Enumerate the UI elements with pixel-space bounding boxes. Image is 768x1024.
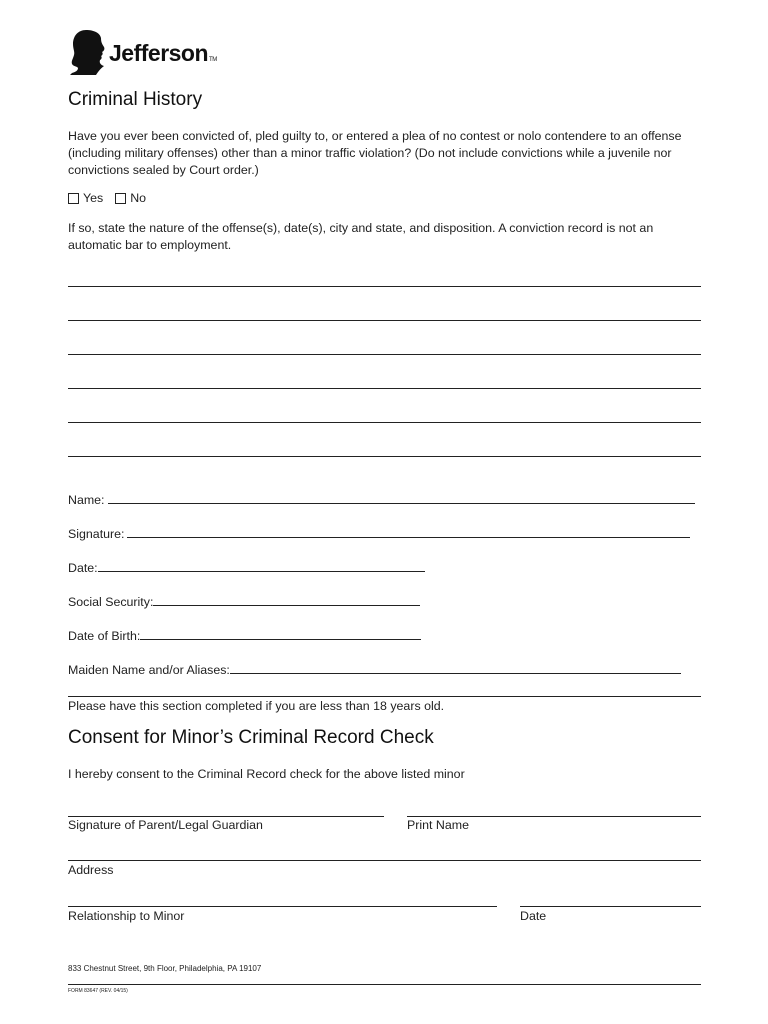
ssn-line[interactable]: [153, 604, 420, 606]
dob-field[interactable]: [68, 629, 421, 643]
ssn-label: Social Security:: [68, 595, 154, 609]
offense-line[interactable]: [68, 456, 701, 457]
print-name-label: Print Name: [407, 818, 469, 832]
date-line[interactable]: [98, 570, 425, 572]
section-title-criminal-history: Criminal History: [68, 89, 203, 110]
offense-line[interactable]: [68, 354, 701, 355]
section-title-consent: Consent for Minor’s Criminal Record Check: [68, 727, 434, 748]
signature-line[interactable]: [127, 536, 690, 538]
consent-statement: I hereby consent to the Criminal Record check for the above listed minor: [68, 767, 465, 781]
minor-note: Please have this section completed if you are less than 18 years old.: [68, 699, 445, 713]
name-label: Name:: [68, 493, 105, 507]
offense-instructions: If so, state the nature of the offense(s), date(s), city and state, and disposition. A conviction record is not an automatic bar to employment.: [68, 221, 654, 252]
date-field[interactable]: [68, 561, 425, 575]
guardian-signature-line[interactable]: [68, 816, 384, 817]
conviction-question: Have you ever been convicted of, pled guilty to, or entered a plea of no contest or nolo contendere to an offense (including military offenses) other than a minor traffic violation? (Do not include convictions while a juvenile nor convictions sealed by Court order.): [68, 129, 682, 177]
signature-label: Signature:: [68, 527, 125, 541]
dob-label: Date of Birth:: [68, 629, 141, 643]
maiden-name-line[interactable]: [230, 672, 681, 674]
no-option[interactable]: [115, 190, 146, 207]
consent-date-line[interactable]: [520, 906, 701, 907]
maiden-name-extra-line[interactable]: [68, 696, 701, 697]
footer-address: 833 Chestnut Street, 9th Floor, Philadelphia, PA 19107: [68, 964, 262, 973]
address-line[interactable]: [68, 860, 701, 861]
maiden-name-label: Maiden Name and/or Aliases:: [68, 663, 230, 677]
relationship-line[interactable]: [68, 906, 497, 907]
yes-checkbox[interactable]: [68, 193, 79, 204]
offense-line[interactable]: [68, 388, 701, 389]
signature-field[interactable]: [68, 527, 690, 541]
no-label: No: [130, 191, 147, 205]
consent-date-label: Date: [520, 909, 547, 923]
offense-line[interactable]: [68, 286, 701, 287]
name-field[interactable]: [68, 493, 695, 507]
footer-divider: [68, 984, 701, 985]
print-name-line[interactable]: [407, 816, 701, 817]
form-number: FORM 83647 (REV. 04/15): [68, 988, 128, 994]
no-checkbox[interactable]: [115, 193, 126, 204]
maiden-name-field[interactable]: [68, 663, 681, 677]
offense-line[interactable]: [68, 422, 701, 423]
conviction-answer-group: [68, 190, 158, 207]
yes-label: Yes: [83, 191, 104, 205]
logo-wordmark: JeffersonTM: [109, 40, 217, 66]
ssn-field[interactable]: [68, 595, 420, 609]
offense-line[interactable]: [68, 320, 701, 321]
relationship-label: Relationship to Minor: [68, 909, 185, 923]
yes-option[interactable]: [68, 190, 103, 207]
guardian-signature-label: Signature of Parent/Legal Guardian: [68, 818, 263, 832]
dob-line[interactable]: [140, 638, 421, 640]
name-line[interactable]: [108, 502, 695, 504]
address-label: Address: [68, 863, 114, 877]
date-label: Date:: [68, 561, 98, 575]
